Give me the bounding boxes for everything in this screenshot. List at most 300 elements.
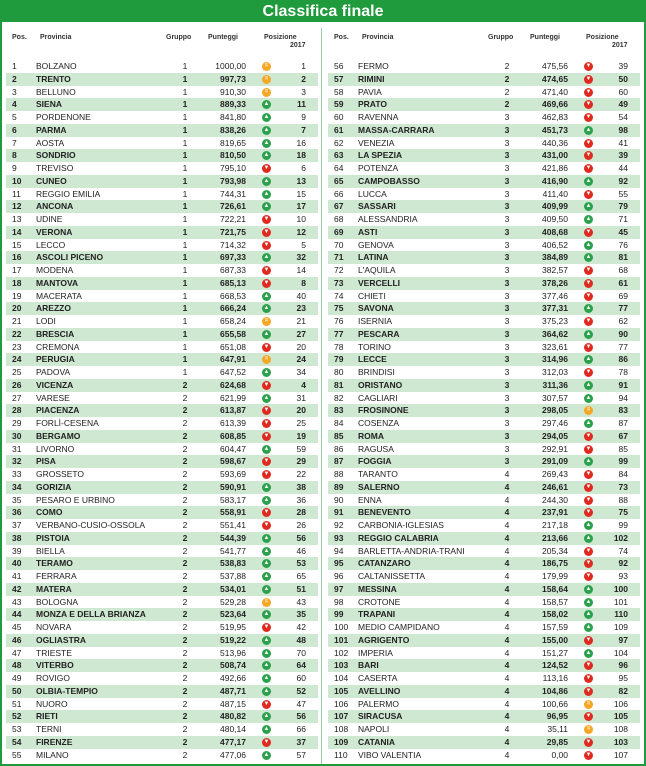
row-punteggio: 838,26 (220, 124, 246, 135)
row-position: 15 (12, 239, 22, 250)
table-row (6, 315, 318, 328)
up-arrow-icon: ▲ (585, 394, 592, 401)
row-gruppo: 2 (182, 660, 188, 671)
row-punteggio: 298,05 (542, 405, 568, 416)
row-position: 39 (12, 545, 22, 556)
row-gruppo: 1 (182, 150, 188, 161)
row-provincia: PISA (36, 456, 56, 467)
table-row (328, 73, 640, 86)
table-row (6, 519, 318, 532)
row-punteggio: 721,75 (220, 226, 246, 237)
row-gruppo: 3 (504, 328, 510, 339)
row-position: 54 (12, 736, 22, 747)
row-provincia: PAVIA (358, 86, 382, 97)
row-posizione-2017: 65 (296, 571, 306, 581)
table-row (6, 290, 318, 303)
row-gruppo: 3 (504, 252, 510, 263)
page-title: Classifica finale (2, 2, 644, 22)
row-punteggio: 0,00 (551, 749, 568, 760)
row-gruppo: 3 (504, 341, 510, 352)
row-gruppo: 1 (182, 214, 188, 224)
up-arrow-icon: ▲ (263, 126, 270, 133)
row-gruppo: 2 (182, 456, 188, 467)
row-position: 77 (334, 328, 344, 339)
row-punteggio: 269,43 (542, 469, 568, 479)
row-posizione-2017: 109 (613, 622, 628, 632)
row-punteggio: 158,64 (542, 583, 568, 594)
row-punteggio: 480,82 (220, 711, 246, 722)
row-punteggio: 291,09 (542, 456, 568, 467)
row-provincia: LIVORNO (36, 443, 75, 454)
table-row (6, 404, 318, 417)
row-punteggio: 179,99 (542, 571, 568, 581)
row-provincia: LUCCA (358, 188, 387, 199)
row-gruppo: 1 (182, 201, 188, 212)
table-row (328, 570, 640, 583)
row-position: 34 (12, 481, 22, 492)
row-punteggio: 158,02 (542, 609, 568, 620)
row-provincia: LA SPEZIA (358, 150, 403, 161)
down-arrow-icon: ▼ (263, 624, 270, 630)
row-provincia: AVELLINO (358, 685, 401, 696)
row-posizione-2017: 21 (296, 316, 306, 326)
down-arrow-icon: ▼ (585, 369, 592, 375)
table-row (328, 532, 640, 545)
table-row (6, 392, 318, 405)
row-punteggio: 104,86 (542, 685, 568, 696)
row-position: 51 (12, 698, 22, 709)
row-punteggio: 519,95 (220, 622, 246, 632)
down-arrow-icon: ▼ (263, 700, 270, 707)
row-punteggio: 714,32 (220, 239, 246, 250)
table-row (6, 698, 318, 711)
row-position: 19 (12, 290, 22, 301)
row-posizione-2017: 107 (613, 749, 628, 760)
row-gruppo: 2 (182, 379, 188, 390)
row-position: 79 (334, 354, 344, 365)
up-arrow-icon: ▲ (585, 330, 592, 337)
down-arrow-icon: ▼ (585, 152, 592, 159)
row-punteggio: 544,39 (220, 532, 246, 543)
ranking-rows-left (6, 60, 318, 761)
row-position: 96 (334, 571, 344, 581)
table-row (328, 264, 640, 277)
row-position: 28 (12, 405, 22, 416)
row-punteggio: 487,15 (220, 698, 246, 709)
table-row (328, 519, 640, 532)
row-punteggio: 440,36 (542, 137, 568, 148)
row-gruppo: 4 (504, 673, 510, 683)
down-arrow-icon: ▼ (585, 573, 592, 579)
row-gruppo: 3 (504, 290, 510, 301)
table-row (6, 723, 318, 736)
down-arrow-icon: ▼ (585, 432, 592, 439)
row-posizione-2017: 56 (296, 532, 306, 543)
table-row (328, 672, 640, 685)
column-header (328, 28, 640, 60)
up-arrow-icon: ▲ (585, 458, 592, 465)
row-gruppo: 4 (504, 736, 510, 747)
row-punteggio: 416,90 (542, 175, 568, 186)
row-gruppo: 2 (504, 61, 510, 71)
down-arrow-icon: ▼ (585, 445, 592, 452)
row-posizione-2017: 52 (296, 685, 306, 696)
row-gruppo: 1 (182, 86, 188, 97)
row-gruppo: 2 (182, 507, 188, 518)
table-row (6, 659, 318, 672)
row-position: 95 (334, 558, 344, 569)
row-punteggio: 604,47 (220, 443, 246, 454)
row-provincia: ALESSANDRIA (358, 214, 418, 224)
row-provincia: VICENZA (36, 379, 74, 390)
row-punteggio: 213,66 (542, 532, 568, 543)
row-gruppo: 3 (504, 354, 510, 365)
row-position: 91 (334, 507, 344, 518)
row-punteggio: 687,33 (220, 265, 246, 275)
table-row (6, 417, 318, 430)
row-punteggio: 364,62 (542, 328, 568, 339)
table-row (328, 404, 640, 417)
up-arrow-icon: ▲ (585, 305, 592, 312)
row-posizione-2017: 37 (296, 736, 306, 747)
up-arrow-icon: ▲ (263, 751, 270, 758)
row-gruppo: 3 (504, 175, 510, 186)
row-posizione-2017: 74 (618, 545, 628, 556)
row-position: 7 (12, 137, 17, 148)
row-provincia: SAVONA (358, 303, 394, 314)
up-arrow-icon: ▲ (585, 254, 592, 261)
row-provincia: NAPOLI (358, 724, 390, 734)
row-posizione-2017: 45 (618, 226, 628, 237)
row-punteggio: 29,85 (546, 736, 568, 747)
row-gruppo: 3 (504, 214, 510, 224)
row-position: 88 (334, 469, 344, 479)
row-punteggio: 292,91 (542, 443, 568, 454)
row-gruppo: 4 (504, 685, 510, 696)
row-gruppo: 3 (504, 392, 510, 403)
row-gruppo: 3 (504, 239, 510, 250)
row-punteggio: 311,36 (542, 379, 568, 390)
row-gruppo: 1 (182, 61, 188, 71)
row-provincia: TREVISO (36, 163, 74, 173)
row-position: 14 (12, 226, 22, 237)
up-arrow-icon: ▲ (585, 177, 592, 184)
up-arrow-icon: ▲ (263, 203, 270, 210)
row-posizione-2017: 40 (296, 290, 306, 301)
row-position: 59 (334, 99, 344, 110)
row-gruppo: 3 (504, 443, 510, 454)
row-gruppo: 3 (504, 316, 510, 326)
row-position: 20 (12, 303, 22, 314)
row-gruppo: 4 (504, 507, 510, 518)
row-posizione-2017: 90 (618, 328, 628, 339)
row-gruppo: 4 (504, 609, 510, 620)
row-posizione-2017: 96 (618, 660, 628, 671)
row-posizione-2017: 110 (614, 609, 628, 620)
up-arrow-icon: ▲ (585, 534, 592, 541)
row-punteggio: 377,31 (542, 303, 568, 314)
down-arrow-icon: ▼ (585, 190, 592, 197)
row-posizione-2017: 76 (618, 239, 628, 250)
row-provincia: IMPERIA (358, 647, 393, 658)
up-arrow-icon: ▲ (585, 585, 592, 592)
row-gruppo: 3 (504, 430, 510, 441)
row-provincia: SASSARI (358, 201, 396, 212)
row-punteggio: 519,22 (220, 634, 246, 645)
row-gruppo: 4 (504, 749, 510, 760)
row-punteggio: 471,40 (542, 86, 568, 97)
row-posizione-2017: 101 (613, 596, 628, 607)
table-row (328, 200, 640, 213)
row-provincia: CAMPOBASSO (358, 175, 420, 186)
row-provincia: PORDENONE (36, 112, 91, 122)
row-posizione-2017: 9 (301, 112, 306, 122)
row-gruppo: 1 (182, 290, 188, 301)
row-punteggio: 297,46 (542, 418, 568, 428)
row-gruppo: 3 (504, 150, 510, 161)
row-provincia: TERNI (36, 724, 62, 734)
row-punteggio: 384,89 (542, 252, 568, 263)
row-provincia: MATERA (36, 583, 72, 594)
equal-icon: = (262, 75, 271, 84)
table-row (6, 443, 318, 456)
row-gruppo: 3 (504, 188, 510, 199)
row-punteggio: 558,91 (220, 507, 246, 518)
row-gruppo: 4 (504, 558, 510, 569)
row-punteggio: 477,06 (220, 749, 246, 760)
row-position: 32 (12, 456, 22, 467)
row-provincia: PALERMO (358, 698, 399, 709)
table-row (328, 98, 640, 111)
up-arrow-icon: ▲ (263, 190, 270, 197)
row-position: 85 (334, 430, 344, 441)
equal-icon: = (262, 88, 271, 97)
row-posizione-2017: 20 (296, 341, 306, 352)
down-arrow-icon: ▼ (263, 738, 270, 745)
up-arrow-icon: ▲ (585, 381, 592, 388)
row-position: 12 (12, 201, 22, 212)
row-position: 83 (334, 405, 344, 416)
row-provincia: OGLIASTRA (36, 634, 87, 645)
down-arrow-icon: ▼ (585, 738, 592, 745)
row-gruppo: 2 (182, 647, 188, 658)
row-gruppo: 1 (182, 188, 188, 199)
table-row (328, 162, 640, 175)
row-gruppo: 3 (504, 405, 510, 416)
row-provincia: VITERBO (36, 660, 74, 671)
row-provincia: TRAPANI (358, 609, 396, 620)
header-provincia: Provincia (362, 34, 394, 41)
row-punteggio: 480,14 (220, 724, 246, 734)
row-gruppo: 1 (182, 252, 188, 263)
table-row (6, 430, 318, 443)
row-posizione-2017: 94 (618, 392, 628, 403)
row-posizione-2017: 85 (618, 443, 628, 454)
up-arrow-icon: ▲ (263, 675, 270, 681)
row-posizione-2017: 7 (301, 124, 306, 135)
row-position: 41 (12, 571, 22, 581)
row-gruppo: 1 (182, 303, 188, 314)
row-posizione-2017: 84 (618, 469, 628, 479)
up-arrow-icon: ▲ (263, 585, 270, 592)
row-posizione-2017: 103 (613, 736, 628, 747)
row-punteggio: 889,33 (220, 99, 246, 110)
row-position: 3 (12, 86, 17, 97)
row-provincia: VERBANO-CUSIO-OSSOLA (36, 520, 146, 530)
down-arrow-icon: ▼ (263, 458, 270, 465)
row-position: 8 (12, 150, 17, 161)
row-punteggio: 583,17 (220, 494, 246, 505)
row-position: 103 (334, 660, 349, 671)
row-gruppo: 3 (504, 303, 510, 314)
up-arrow-icon: ▲ (263, 445, 270, 452)
table-row (328, 698, 640, 711)
table-row (328, 366, 640, 379)
row-provincia: ENNA (358, 494, 382, 505)
table-row (6, 73, 318, 86)
row-punteggio: 538,83 (220, 558, 246, 569)
row-provincia: VERONA (36, 226, 73, 237)
table-row (6, 353, 318, 366)
row-position: 78 (334, 341, 344, 352)
row-posizione-2017: 62 (618, 316, 628, 326)
row-posizione-2017: 49 (618, 99, 628, 110)
row-provincia: BOLZANO (36, 61, 77, 71)
row-punteggio: 217,18 (542, 520, 568, 530)
row-posizione-2017: 10 (296, 214, 306, 224)
row-provincia: PESCARA (358, 328, 400, 339)
up-arrow-icon: ▲ (263, 394, 270, 401)
row-punteggio: 666,24 (220, 303, 246, 314)
row-punteggio: 35,11 (547, 724, 568, 734)
row-posizione-2017: 60 (618, 86, 628, 97)
down-arrow-icon: ▼ (263, 279, 270, 286)
up-arrow-icon: ▲ (263, 534, 270, 541)
row-provincia: BARI (358, 660, 379, 671)
row-position: 33 (12, 469, 22, 479)
row-position: 31 (12, 443, 22, 454)
row-gruppo: 3 (504, 137, 510, 148)
row-position: 30 (12, 430, 22, 441)
row-provincia: OLBIA-TEMPIO (36, 685, 98, 696)
row-punteggio: 744,31 (220, 188, 246, 199)
table-row (6, 583, 318, 596)
row-punteggio: 294,05 (542, 430, 568, 441)
row-posizione-2017: 17 (296, 201, 306, 212)
row-gruppo: 1 (182, 163, 188, 173)
row-gruppo: 2 (182, 392, 188, 403)
table-row (6, 379, 318, 392)
row-provincia: ANCONA (36, 201, 74, 212)
row-provincia: NUORO (36, 698, 68, 709)
equal-icon: = (262, 598, 271, 607)
down-arrow-icon: ▼ (263, 216, 270, 222)
row-gruppo: 2 (182, 609, 188, 620)
down-arrow-icon: ▼ (585, 165, 592, 171)
up-arrow-icon: ▲ (263, 177, 270, 184)
table-row (328, 583, 640, 596)
row-position: 2 (12, 73, 17, 84)
row-punteggio: 613,39 (220, 418, 246, 428)
down-arrow-icon: ▼ (263, 241, 270, 248)
up-arrow-icon: ▲ (585, 356, 592, 363)
up-arrow-icon: ▲ (585, 126, 592, 133)
table-row (328, 86, 640, 99)
up-arrow-icon: ▲ (263, 254, 270, 261)
row-position: 110 (334, 749, 348, 760)
table-row (6, 532, 318, 545)
row-gruppo: 2 (182, 443, 188, 454)
table-row (6, 672, 318, 685)
row-provincia: MEDIO CAMPIDANO (358, 622, 440, 632)
table-row (328, 545, 640, 558)
equal-icon: = (262, 62, 271, 71)
row-gruppo: 3 (504, 367, 510, 377)
row-gruppo: 4 (504, 469, 510, 479)
row-gruppo: 3 (504, 456, 510, 467)
row-position: 72 (334, 265, 344, 275)
row-provincia: SIRACUSA (358, 711, 403, 722)
table-row (6, 328, 318, 341)
row-position: 49 (12, 673, 22, 683)
row-provincia: BRINDISI (358, 367, 395, 377)
up-arrow-icon: ▲ (263, 611, 270, 618)
table-row (328, 443, 640, 456)
table-row (328, 392, 640, 405)
row-punteggio: 613,87 (220, 405, 246, 416)
row-provincia: BRESCIA (36, 328, 75, 339)
row-provincia: FROSINONE (358, 405, 409, 416)
table-row (328, 494, 640, 507)
row-position: 13 (12, 214, 22, 224)
header-anno: 2017 (290, 42, 306, 49)
row-punteggio: 487,71 (220, 685, 246, 696)
row-position: 40 (12, 558, 22, 569)
row-position: 98 (334, 596, 344, 607)
row-provincia: TRENTO (36, 73, 71, 84)
row-posizione-2017: 71 (618, 214, 628, 224)
row-gruppo: 2 (504, 73, 510, 84)
up-arrow-icon: ▲ (585, 624, 592, 630)
down-arrow-icon: ▼ (585, 88, 592, 95)
row-punteggio: 237,91 (542, 507, 568, 518)
row-gruppo: 1 (182, 175, 188, 186)
row-gruppo: 4 (504, 622, 510, 632)
row-position: 24 (12, 354, 22, 365)
row-provincia: FOGGIA (358, 456, 392, 467)
row-gruppo: 2 (182, 622, 188, 632)
row-provincia: FIRENZE (36, 736, 73, 747)
table-row (6, 162, 318, 175)
row-position: 53 (12, 724, 22, 734)
row-position: 75 (334, 303, 344, 314)
row-posizione-2017: 11 (297, 99, 306, 110)
row-position: 48 (12, 660, 22, 671)
row-gruppo: 3 (504, 112, 510, 122)
row-posizione-2017: 12 (296, 226, 306, 237)
row-punteggio: 377,46 (542, 290, 568, 301)
row-position: 57 (334, 73, 344, 84)
down-arrow-icon: ▼ (585, 267, 592, 273)
up-arrow-icon: ▲ (263, 573, 270, 579)
row-provincia: BENEVENTO (358, 507, 411, 518)
row-provincia: FERMO (358, 61, 389, 71)
row-punteggio: 910,30 (220, 86, 246, 97)
row-position: 86 (334, 443, 344, 454)
table-row (328, 723, 640, 736)
down-arrow-icon: ▼ (585, 471, 592, 477)
row-provincia: COSENZA (358, 418, 400, 428)
